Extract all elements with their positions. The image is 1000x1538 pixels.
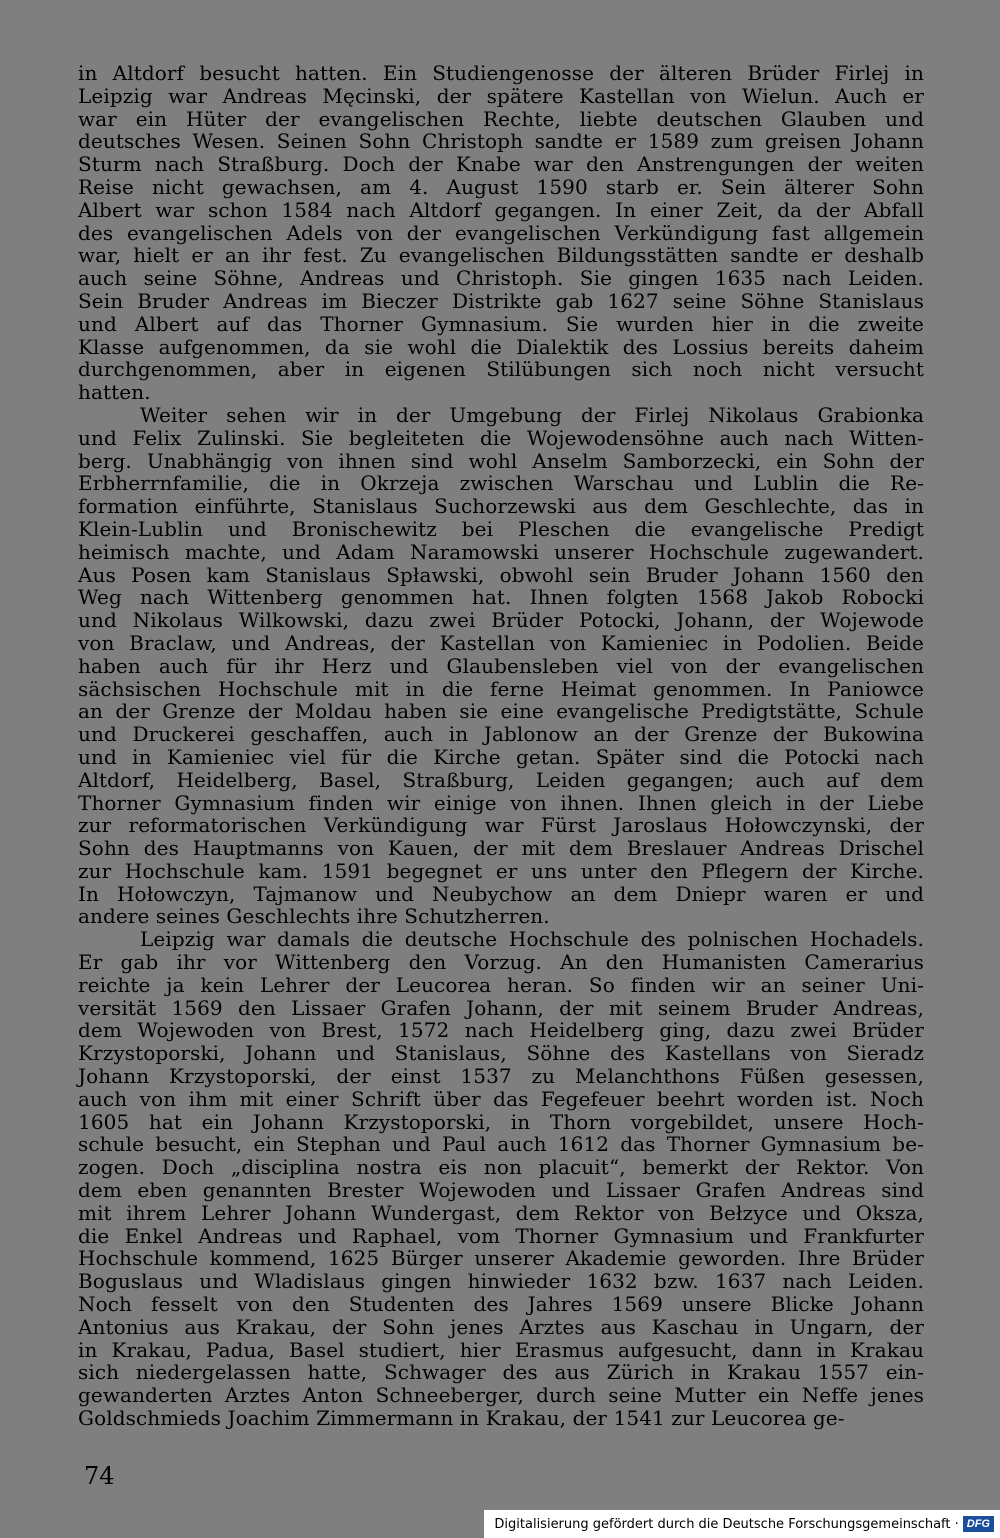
- text-line: Sein Bruder Andreas im Bieczer Distrikte gab 1627 seine Söhne Stanislaus: [78, 288, 924, 313]
- text-line: Klein-Lublin und Bronischewitz bei Pleschen die evangelische Predigt: [78, 516, 924, 541]
- text-line: deutsches Wesen. Seinen Sohn Christoph sandte er 1589 zum greisen Johann: [78, 129, 924, 154]
- text-line: in Altdorf besucht hatten. Ein Studiengenosse der älteren Brüder Firlej in: [78, 61, 924, 85]
- text-line: reichte ja kein Lehrer der Leucorea heran. So finden wir an seiner Uni-: [78, 972, 924, 997]
- text-line: haben auch für ihr Herz und Glaubensleben viel von der evangelischen: [78, 653, 924, 678]
- text-line: Thorner Gymnasium finden wir einige von ihnen. Ihnen gleich in der Liebe: [78, 790, 924, 815]
- text-line: Johann Krzystoporski, der einst 1537 zu Melanchthons Füßen gesessen,: [78, 1064, 924, 1089]
- text-line: Antonius aus Krakau, der Sohn jenes Arztes aus Kaschau in Ungarn, der: [78, 1314, 924, 1339]
- text-line: und in Kamieniec viel für die Kirche getan. Später sind die Potocki nach: [78, 744, 924, 769]
- text-line: andere seines Geschlechts ihre Schutzherren.: [78, 904, 550, 929]
- text-line: berg. Unabhängig von ihnen sind wohl Anselm Samborzecki, ein Sohn der: [78, 448, 924, 473]
- text-line: Leipzig war Andreas Męcinski, der spätere Kastellan von Wielun. Auch er: [78, 83, 924, 108]
- text-line: Aus Posen kam Stanislaus Spławski, obwohl sein Bruder Johann 1560 den: [78, 562, 924, 587]
- text-line: zogen. Doch „disciplina nostra eis non placuit“, bemerkt der Rektor. Von: [78, 1155, 924, 1180]
- funding-note: Digitalisierung gefördert durch die Deutsche Forschungsgemeinschaft ·: [494, 1516, 959, 1532]
- text-line: Krzystoporski, Johann und Stanislaus, Söhne des Kastellans von Sieradz: [78, 1041, 924, 1066]
- text-line: auch seine Söhne, Andreas und Christoph. Sie gingen 1635 nach Leiden.: [78, 266, 924, 291]
- text-line: war, hielt er an ihr fest. Zu evangelischen Bildungsstätten sandte er deshalb: [78, 243, 924, 268]
- text-line: und Albert auf das Thorner Gymnasium. Sie wurden hier in die zweite: [78, 311, 924, 336]
- text-line: Hochschule kommend, 1625 Bürger unserer Akademie geworden. Ihre Brüder: [78, 1246, 924, 1271]
- text-line: hatten.: [78, 380, 151, 405]
- text-line: Boguslaus und Wladislaus gingen hinwieder 1632 bzw. 1637 nach Leiden.: [78, 1269, 924, 1294]
- text-line: Weiter sehen wir in der Umgebung der Firlej Nikolaus Grabionka: [140, 402, 924, 427]
- dfg-logo-icon: DFG: [963, 1516, 994, 1532]
- text-line: Sohn des Hauptmanns von Kauen, der mit dem Breslauer Andreas Drischel: [78, 836, 924, 861]
- text-line: sich niedergelassen hatte, Schwager des aus Zürich in Krakau 1557 ein-: [78, 1360, 924, 1385]
- text-line: Erbherrnfamilie, die in Okrzeja zwischen Warschau und Lublin die Re-: [78, 471, 924, 496]
- body-text: [78, 62, 924, 1430]
- text-line: und Druckerei geschaffen, auch in Jablonow an der Grenze der Bukowina: [78, 722, 924, 747]
- text-line: und Felix Zulinski. Sie begleiteten die Wojewodensöhne auch nach Witten-: [78, 425, 924, 450]
- text-line: des evangelischen Adels von der evangelischen Verkündigung fast allgemein: [78, 220, 924, 245]
- text-line: die Enkel Andreas und Raphael, vom Thorner Gymnasium und Frankfurter: [78, 1223, 924, 1248]
- text-line: Reise nicht gewachsen, am 4. August 1590 starb er. Sein älterer Sohn: [78, 174, 924, 199]
- text-line: von Braclaw, und Andreas, der Kastellan von Kamieniec in Podolien. Beide: [78, 630, 924, 655]
- text-line: gewanderten Arztes Anton Schneeberger, durch seine Mutter ein Neffe jenes: [78, 1383, 924, 1408]
- text-line: war ein Hüter der evangelischen Rechte, liebte deutschen Glauben und: [78, 106, 924, 131]
- text-line: Er gab ihr vor Wittenberg den Vorzug. An den Humanisten Camerarius: [78, 950, 924, 975]
- text-line: heimisch machte, und Adam Naramowski unserer Hochschule zugewandert.: [78, 539, 924, 564]
- text-line: zur reformatorischen Verkündigung war Fürst Jaroslaus Hołowczynski, der: [78, 813, 924, 838]
- text-line: dem eben genannten Brester Wojewoden und Lissaer Grafen Andreas sind: [78, 1178, 924, 1203]
- text-line: Albert war schon 1584 nach Altdorf gegangen. In einer Zeit, da der Abfall: [78, 197, 924, 222]
- text-line: Sturm nach Straßburg. Doch der Knabe war den Anstrengungen der weiten: [78, 152, 924, 177]
- text-line: und Nikolaus Wilkowski, dazu zwei Brüder Potocki, Johann, der Wojewode: [78, 608, 924, 633]
- text-line: versität 1569 den Lissaer Grafen Johann, der mit seinem Bruder Andreas,: [78, 995, 924, 1020]
- text-line: formation einführte, Stanislaus Suchorzewski aus dem Geschlechte, das in: [78, 494, 924, 519]
- text-line: in Krakau, Padua, Basel studiert, hier Erasmus aufgesucht, dann in Krakau: [78, 1337, 924, 1362]
- digitization-credit: [484, 1510, 1000, 1538]
- text-line: sächsischen Hochschule mit in die ferne Heimat genommen. In Paniowce: [78, 676, 924, 701]
- text-line: Weg nach Wittenberg genommen hat. Ihnen folgten 1568 Jakob Robocki: [78, 585, 924, 610]
- book-page: [78, 62, 924, 1510]
- text-line: dem Wojewoden von Brest, 1572 nach Heidelberg ging, dazu zwei Brüder: [78, 1018, 924, 1043]
- text-line: mit ihrem Lehrer Johann Wundergast, dem Rektor von Bełzyce und Oksza,: [78, 1200, 924, 1225]
- page-number: 74: [84, 1462, 115, 1490]
- text-line: Goldschmieds Joachim Zimmermann in Krakau, der 1541 zur Leucorea ge-: [78, 1406, 845, 1431]
- text-line: In Hołowczyn, Tajmanow und Neubychow an dem Dniepr waren er und: [78, 881, 924, 906]
- text-line: Altdorf, Heidelberg, Basel, Straßburg, Leiden gegangen; auch auf dem: [78, 767, 924, 792]
- text-line: Noch fesselt von den Studenten des Jahres 1569 unsere Blicke Johann: [78, 1292, 924, 1317]
- text-line: 1605 hat ein Johann Krzystoporski, in Thorn vorgebildet, unsere Hoch-: [78, 1109, 924, 1134]
- text-line: Klasse aufgenommen, da sie wohl die Dialektik des Lossius bereits daheim: [78, 334, 924, 359]
- text-line: schule besucht, ein Stephan und Paul auch 1612 das Thorner Gymnasium be-: [78, 1132, 924, 1157]
- text-line: auch von ihm mit einer Schrift über das Fegefeuer beehrt worden ist. Noch: [78, 1086, 924, 1111]
- text-line: Leipzig war damals die deutsche Hochschule des polnischen Hochadels.: [140, 927, 924, 952]
- text-line: durchgenommen, aber in eigenen Stilübungen sich noch nicht versucht: [78, 357, 924, 382]
- text-line: zur Hochschule kam. 1591 begegnet er uns unter den Pflegern der Kirche.: [78, 858, 924, 883]
- text-line: an der Grenze der Moldau haben sie eine evangelische Predigtstätte, Schule: [78, 699, 924, 724]
